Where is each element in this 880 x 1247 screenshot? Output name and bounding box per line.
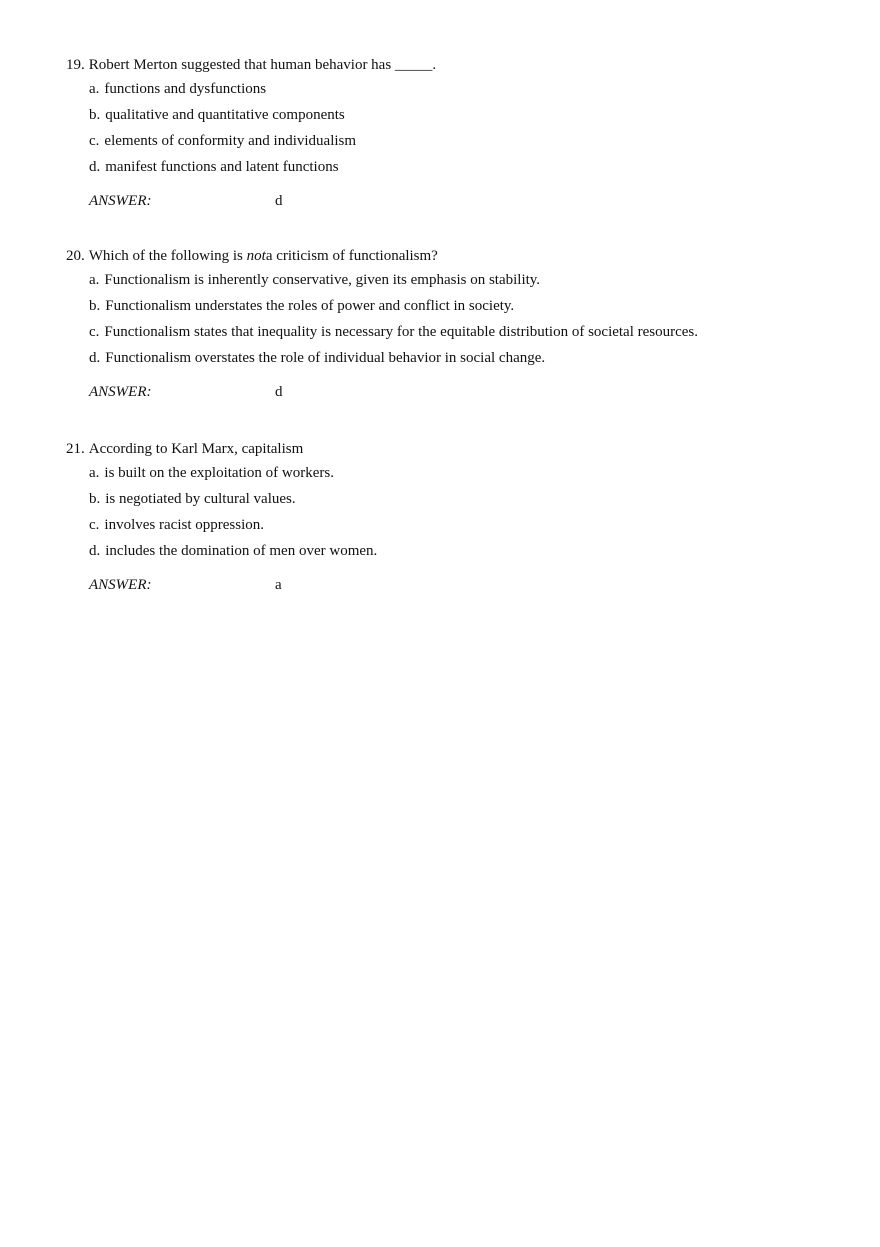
question-20 bbox=[66, 244, 856, 404]
choice-letter: c. bbox=[89, 517, 100, 533]
question-text-after: a criticism of functionalism? bbox=[265, 248, 438, 264]
choice-text: manifest functions and latent functions bbox=[105, 159, 339, 175]
question-number: 21. bbox=[66, 441, 85, 457]
answer-row bbox=[89, 189, 856, 213]
answer-label: ANSWER: bbox=[89, 384, 152, 400]
answer-value: a bbox=[275, 577, 282, 593]
choice-c bbox=[89, 320, 856, 346]
choice-text: Functionalism understates the roles of power and conflict in society. bbox=[105, 298, 515, 314]
question-stem bbox=[66, 244, 856, 268]
choice-b bbox=[89, 103, 856, 129]
choice-text: elements of conformity and individualism bbox=[104, 133, 357, 149]
choice-letter: d. bbox=[89, 159, 101, 175]
choice-letter: a. bbox=[89, 81, 100, 97]
choice-letter: c. bbox=[89, 133, 100, 149]
choice-letter: c. bbox=[89, 324, 100, 340]
question-21 bbox=[66, 437, 856, 597]
choice-text: involves racist oppression. bbox=[104, 517, 264, 533]
choice-text: Functionalism states that inequality is necessary for the equitable distribution of societal resources. bbox=[104, 324, 699, 340]
choice-a bbox=[89, 77, 856, 103]
choice-list bbox=[89, 77, 856, 181]
choice-d bbox=[89, 539, 856, 565]
question-stem bbox=[66, 53, 856, 77]
choice-letter: d. bbox=[89, 350, 101, 366]
choice-letter: a. bbox=[89, 465, 100, 481]
choice-letter: b. bbox=[89, 107, 101, 123]
choice-text: includes the domination of men over women. bbox=[105, 543, 378, 559]
choice-text: qualitative and quantitative components bbox=[105, 107, 345, 123]
question-stem bbox=[66, 437, 856, 461]
question-text: Robert Merton suggested that human behavior has _____. bbox=[88, 57, 437, 73]
answer-row bbox=[89, 573, 856, 597]
choice-list bbox=[89, 461, 856, 565]
choice-a bbox=[89, 461, 856, 487]
choice-text: Functionalism overstates the role of individual behavior in social change. bbox=[105, 350, 546, 366]
question-number: 20. bbox=[66, 248, 85, 264]
answer-label: ANSWER: bbox=[89, 193, 152, 209]
question-number: 19. bbox=[66, 57, 85, 73]
choice-d bbox=[89, 346, 856, 372]
choice-c bbox=[89, 129, 856, 155]
choice-letter: d. bbox=[89, 543, 101, 559]
choice-c bbox=[89, 513, 856, 539]
choice-text: Functionalism is inherently conservative, given its emphasis on stability. bbox=[104, 272, 541, 288]
choice-letter: a. bbox=[89, 272, 100, 288]
choice-letter: b. bbox=[89, 491, 101, 507]
question-text-before: Which of the following is bbox=[88, 248, 247, 264]
choice-text: functions and dysfunctions bbox=[104, 81, 267, 97]
choice-a bbox=[89, 268, 856, 294]
choice-letter: b. bbox=[89, 298, 101, 314]
answer-row bbox=[89, 380, 856, 404]
choice-b bbox=[89, 487, 856, 513]
answer-label: ANSWER: bbox=[89, 577, 152, 593]
question-emphasis: not bbox=[246, 248, 266, 264]
choice-list bbox=[89, 268, 856, 372]
choice-b bbox=[89, 294, 856, 320]
answer-value: d bbox=[275, 384, 283, 400]
choice-text: is built on the exploitation of workers. bbox=[104, 465, 334, 481]
choice-text: is negotiated by cultural values. bbox=[105, 491, 296, 507]
choice-d bbox=[89, 155, 856, 181]
answer-value: d bbox=[275, 193, 283, 209]
question-text: According to Karl Marx, capitalism bbox=[88, 441, 304, 457]
question-19 bbox=[66, 53, 856, 213]
